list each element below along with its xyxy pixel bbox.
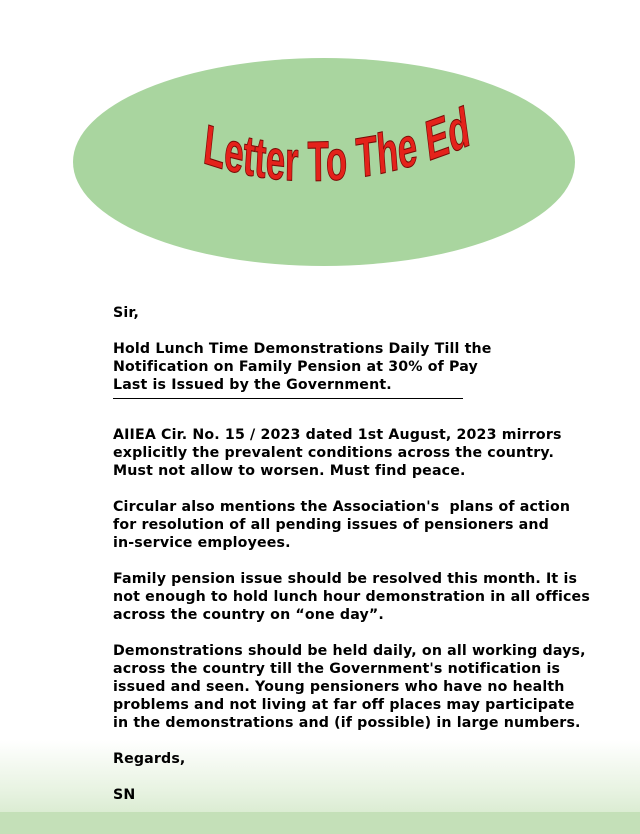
paragraph-plans (113, 498, 583, 552)
wordart-title (73, 58, 575, 266)
salutation: Sir, (113, 305, 139, 321)
signature: SN (113, 787, 136, 803)
paragraph-line: issued and seen. Young pensioners who have no health (113, 679, 565, 695)
subject-line: Notification on Family Pension at 30% of Pay (113, 359, 478, 375)
subject-line: Hold Lunch Time Demonstrations Daily Till the (113, 341, 492, 357)
paragraph-line: problems and not living at far off places may participate (113, 697, 575, 713)
paragraph-family-pension (113, 570, 590, 624)
paragraph-line: explicitly the prevalent conditions across the country. (113, 445, 554, 461)
paragraph-line: Circular also mentions the Association's plans of action (113, 499, 571, 515)
paragraph-demonstrations (113, 642, 586, 732)
paragraph-circular (113, 426, 583, 480)
closing: Regards, (113, 751, 186, 767)
paragraph-line: AIIEA Cir. No. 15 / 2023 dated 1st August, 2023 mirrors (113, 427, 562, 443)
banner-title: Letter To The Ed (200, 94, 472, 194)
paragraph-line: Demonstrations should be held daily, on all working days, (113, 643, 586, 659)
paragraph-line: in-service employees. (113, 535, 291, 551)
letter-body (113, 304, 590, 822)
paragraph-line: Family pension issue should be resolved this month. It is (113, 571, 578, 587)
subject-line: Last is Issued by the Government. (113, 377, 392, 393)
paragraph-line: for resolution of all pending issues of pensioners and (113, 517, 549, 533)
paragraph-line: across the country on “one day”. (113, 607, 384, 623)
paragraph-line: not enough to hold lunch hour demonstration in all offices (113, 589, 590, 605)
footer-band (0, 812, 640, 834)
divider (113, 398, 463, 399)
subject (113, 340, 583, 394)
title-banner (73, 58, 575, 266)
paragraph-line: in the demonstrations and (if possible) in large numbers. (113, 715, 581, 731)
paragraph-line: across the country till the Government's notification is (113, 661, 561, 677)
paragraph-line: Must not allow to worsen. Must find peace. (113, 463, 466, 479)
